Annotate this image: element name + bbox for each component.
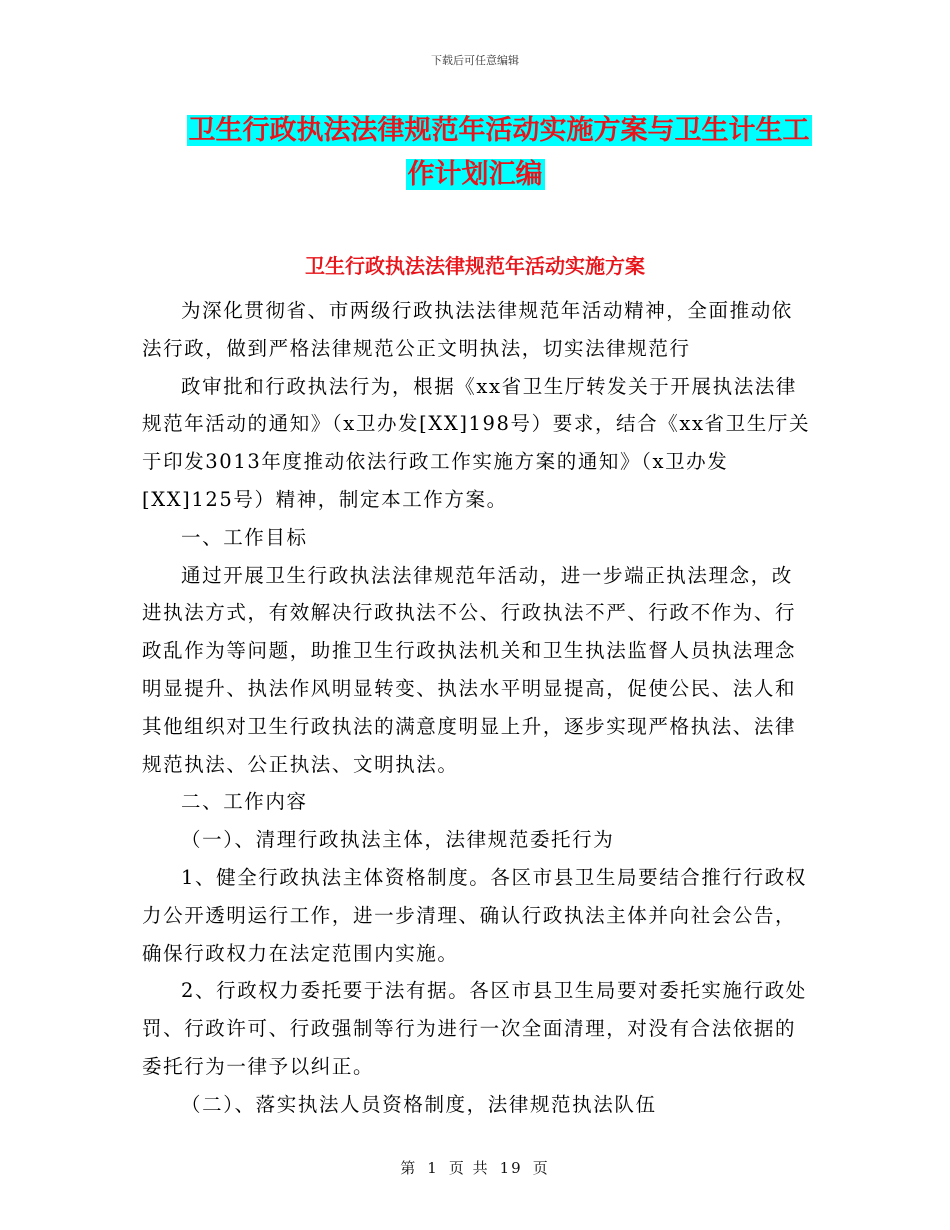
subheading-2: （二）、落实执法人员资格制度，法律规范执法队伍 [181,1092,657,1116]
subheading-1: （一）、清理行政执法主体，法律规范委托行为 [181,828,615,852]
total-pages: 19 [499,1159,523,1177]
footer-suffix: 页 [532,1159,550,1177]
page-footer [0,1157,950,1178]
paragraph-item-2: 2、行政权力委托要于法有据。各区市县卫生局要对委托实施行政处罚、行政许可、行政强制等行为进行一次全面清理，对没有合法依据的委托行为一律予以纠正。 [142,979,807,1078]
footer-middle: 页 共 [448,1159,490,1177]
heading-goals: 一、工作目标 [181,525,308,549]
footer-prefix: 第 [400,1159,418,1177]
paragraph-intro-1: 为深化贯彻省、市两级行政执法法律规范年活动精神，全面推动依法行政，做到严格法律规范公正文明执法，切实法律规范行 [142,299,793,360]
page-number: 1 [427,1159,439,1177]
section-title: 卫生行政执法法律规范年活动实施方案 [305,254,645,278]
document-title-line-1 [0,112,950,150]
document-title-text-1: 卫生行政执法法律规范年活动实施方案与卫生计生工 [188,115,810,146]
heading-content: 二、工作内容 [181,790,308,814]
paragraph-intro-2: 政审批和行政执法行为，根据《xx省卫生厅转发关于开展执法法律规范年活动的通知》（x卫办发[XX]198号）要求，结合《xx省卫生厅关于印发3013年度推动依法行政工作实施方案的通知》（x卫办发[XX]125号）精神，制定本工作方案。 [142,374,811,511]
document-title-text-2: 作计划汇编 [407,159,543,190]
paragraph-goals: 通过开展卫生行政执法法律规范年活动，进一步端正执法理念，改进执法方式，有效解决行政执法不公、行政执法不严、行政不作为、行政乱作为等问题，助推卫生行政执法机关和卫生执法监督人员执法理念明显提升、执法作风明显转变、执法水平明显提高，促使公民、法人和其他组织对卫生行政执法的满意度明显上升，逐步实现严格执法、法律规范执法、公正执法、文明执法。 [142,563,797,776]
document-title-line-2 [0,156,950,194]
paragraph-item-1: 1、健全行政执法主体资格制度。各区市县卫生局要结合推行行政权力公开透明运行工作，进一步清理、确认行政执法主体并向社会公告，确保行政权力在法定范围内实施。 [142,865,807,965]
document-body [142,292,812,1124]
header-note: 下载后可任意编辑 [431,54,519,67]
